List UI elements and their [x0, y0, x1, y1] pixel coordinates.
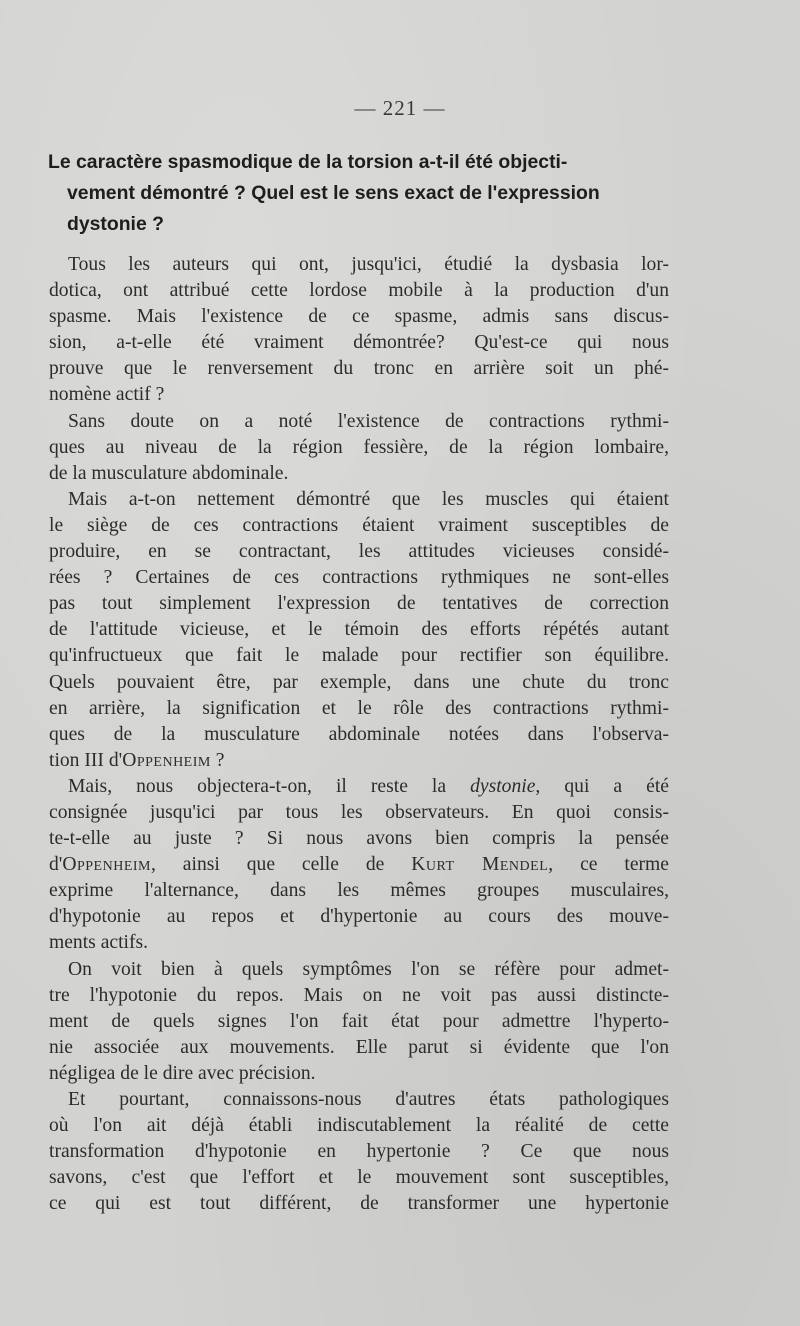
text-line: consignée jusqu'ici par tous les observateurs. En quoi consis- — [49, 801, 669, 823]
text-line: Quels pouvaient être, par exemple, dans une chute du tronc — [49, 671, 669, 693]
text-line: négligea de le dire avec précision. — [49, 1062, 316, 1084]
text-line: exprime l'alternance, dans les mêmes groupes musculaires, — [49, 880, 669, 902]
body-text — [49, 252, 669, 1217]
author-name: Oppenheim — [122, 749, 211, 771]
text-line — [49, 774, 669, 800]
text-line: savons, c'est que l'effort et le mouvement sont susceptibles, — [49, 1167, 669, 1189]
text-line: ques de la musculature abdominale notées dans l'observa- — [49, 723, 669, 745]
text-fragment: d' — [49, 854, 63, 876]
text-fragment: ? — [210, 749, 225, 771]
text-line: tre l'hypotonie du repos. Mais on ne voit pas aussi distincte- — [49, 984, 669, 1006]
paragraph-4 — [49, 774, 669, 957]
paragraph-3 — [49, 487, 669, 774]
text-line: en arrière, la signification et le rôle des contractions rythmi- — [49, 697, 669, 719]
text-line — [49, 852, 669, 878]
paragraph-2 — [49, 409, 669, 487]
heading-line: vement démontré ? Quel est le sens exact de l'expression — [67, 182, 600, 204]
text-fragment: Mais, nous objectera-t-on, il reste la — [68, 775, 471, 797]
author-name: Kurt Mendel — [411, 854, 549, 876]
text-line: qu'infructueux que fait le malade pour rectifier son équilibre. — [49, 645, 669, 667]
text-line: dotica, ont attribué cette lordose mobile à la production d'un — [49, 280, 669, 302]
text-line: ce qui est tout différent, de transformer une hypertonie — [49, 1193, 669, 1215]
text-line: Mais a-t-on nettement démontré que les muscles qui étaient — [68, 488, 669, 510]
text-fragment: tion III d' — [49, 749, 123, 771]
text-line: nie associée aux mouvements. Elle parut si évidente que l'on — [49, 1036, 669, 1058]
heading-line: Le caractère spasmodique de la torsion a-t-il été objecti- — [48, 151, 568, 173]
text-line: spasme. Mais l'existence de ce spasme, admis sans discus- — [49, 306, 669, 328]
author-name: Oppenheim — [62, 854, 151, 876]
text-line: Tous les auteurs qui ont, jusqu'ici, étudié la dysbasia lor- — [68, 254, 669, 275]
text-line: nomène actif ? — [49, 384, 165, 406]
text-fragment: , ainsi que celle de — [151, 854, 412, 876]
paragraph-5 — [49, 957, 669, 1087]
text-fragment: qui a été — [540, 775, 669, 797]
text-line: transformation d'hypotonie en hypertonie ? Ce que nous — [49, 1141, 669, 1163]
text-line: Sans doute on a noté l'existence de contractions rythmi- — [68, 410, 669, 432]
text-line: de l'attitude vicieuse, et le témoin des efforts répétés autant — [49, 619, 669, 641]
text-line: où l'on ait déjà établi indiscutablement la réalité de cette — [49, 1115, 669, 1137]
text-line: Et pourtant, connaissons-nous d'autres états pathologiques — [68, 1089, 669, 1110]
text-line: pas tout simplement l'expression de tentatives de correction — [49, 593, 669, 615]
section-heading — [48, 147, 670, 240]
text-line: d'hypotonie au repos et d'hypertonie au cours des mouve- — [49, 906, 669, 928]
page-number: — 221 — — [354, 96, 446, 120]
italic-term: dystonie, — [470, 775, 541, 797]
text-line: sion, a-t-elle été vraiment démontrée? Qu'est-ce qui nous — [49, 332, 669, 354]
paragraph-6 — [49, 1087, 669, 1217]
text-line: rées ? Certaines de ces contractions rythmiques ne sont-elles — [49, 567, 669, 589]
text-line: le siège de ces contractions étaient vraiment susceptibles de — [49, 514, 669, 536]
text-fragment: , ce terme — [548, 854, 669, 876]
text-line: ments actifs. — [49, 932, 149, 954]
text-line: prouve que le renversement du tronc en arrière soit un phé- — [49, 358, 669, 380]
text-line: On voit bien à quels symptômes l'on se réfère pour admet- — [68, 958, 669, 980]
text-line: ques au niveau de la région fessière, de la région lombaire, — [49, 436, 669, 458]
text-line: te-t-elle au juste ? Si nous avons bien compris la pensée — [49, 828, 669, 850]
text-line: ment de quels signes l'on fait état pour admettre l'hyperto- — [49, 1010, 669, 1032]
text-line: de la musculature abdominale. — [49, 462, 289, 484]
paragraph-1 — [49, 252, 669, 409]
text-line — [49, 748, 669, 774]
heading-line: dystonie ? — [67, 213, 164, 235]
text-line: produire, en se contractant, les attitudes vicieuses considé- — [49, 541, 669, 563]
